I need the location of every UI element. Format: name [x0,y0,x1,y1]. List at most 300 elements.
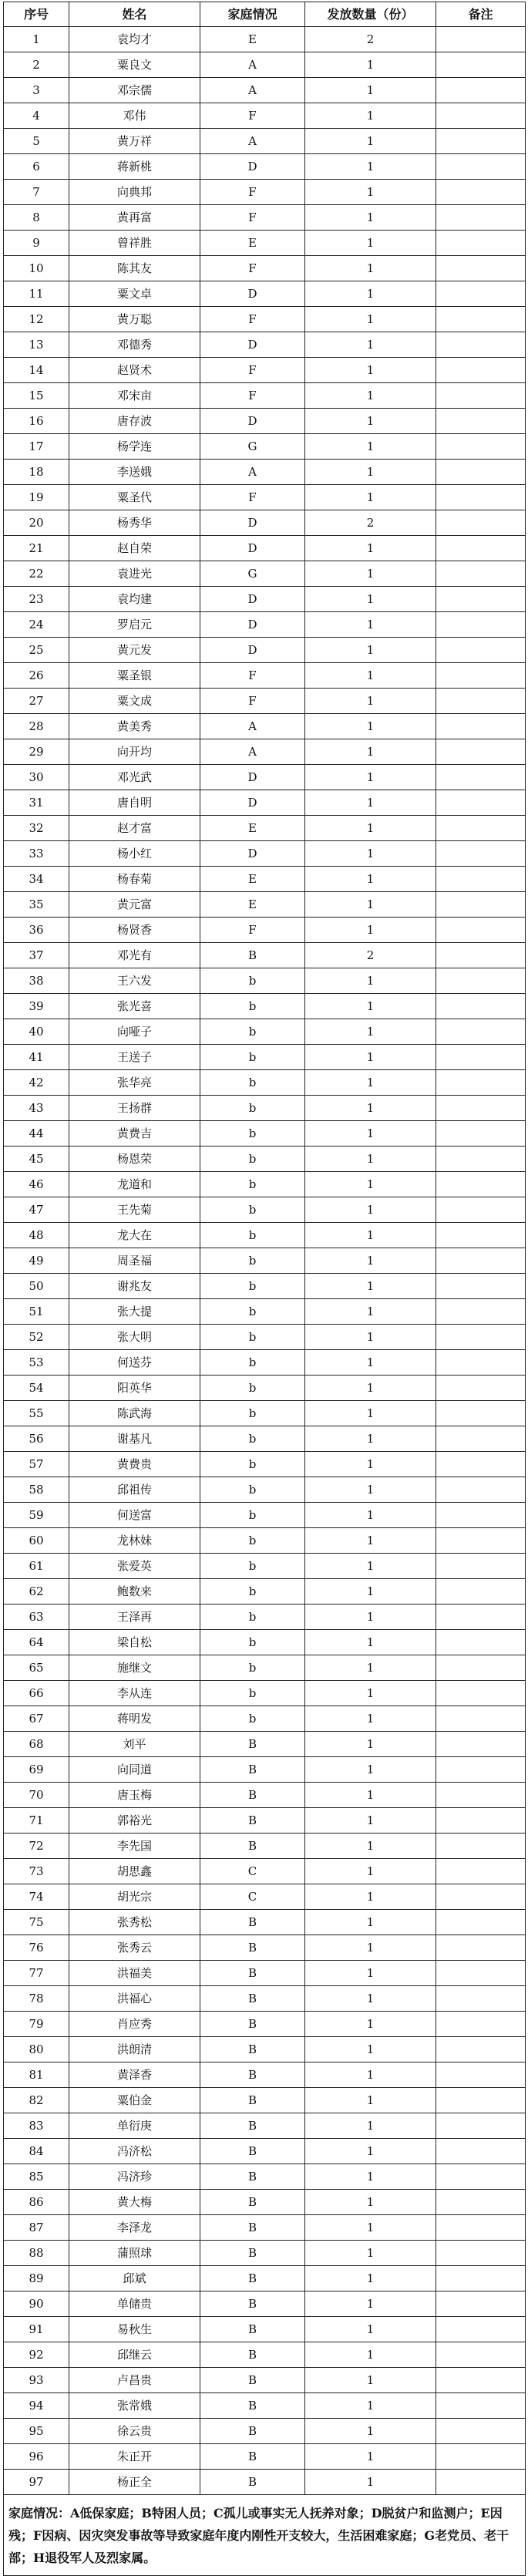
table-row [4,129,526,154]
cell-family-status: b [200,1706,305,1732]
cell-family-status: B [200,1834,305,1859]
cell-family-status: b [200,968,305,994]
cell-remark [436,1197,526,1223]
cell-family-status: B [200,2139,305,2164]
cell-family-status: B [200,2470,305,2495]
cell-remark [436,943,526,968]
cell-family-status: B [200,1935,305,1961]
cell-name: 粟文卓 [69,281,200,307]
table-row [4,1096,526,1121]
cell-name: 粟圣银 [69,663,200,689]
cell-family-status: D [200,638,305,663]
cell-remark [436,1579,526,1605]
cell-quantity: 1 [305,1426,436,1452]
cell-quantity: 1 [305,2037,436,2062]
table-row [4,1426,526,1452]
cell-name: 唐存波 [69,409,200,434]
cell-quantity: 1 [305,2190,436,2215]
cell-quantity: 1 [305,2241,436,2266]
cell-family-status: G [200,434,305,460]
cell-name: 赵贤术 [69,358,200,383]
cell-quantity: 1 [305,1350,436,1376]
cell-quantity: 1 [305,1935,436,1961]
cell-family-status: b [200,1503,305,1528]
cell-family-status: B [200,2241,305,2266]
cell-quantity: 1 [305,1528,436,1554]
cell-remark [436,841,526,867]
cell-quantity: 1 [305,205,436,231]
cell-name: 邓光武 [69,765,200,790]
cell-family-status: B [200,2037,305,2062]
cell-quantity: 1 [305,790,436,816]
cell-family-status: F [200,383,305,409]
cell-family-status: b [200,1350,305,1376]
cell-name: 冯济松 [69,2139,200,2164]
cell-serial: 22 [4,561,69,587]
table-row [4,1986,526,2012]
cell-remark [436,2342,526,2368]
cell-remark [436,1325,526,1350]
cell-family-status: b [200,1045,305,1070]
table-row [4,1732,526,1757]
cell-family-status: E [200,892,305,918]
cell-family-status: A [200,52,305,78]
cell-serial: 81 [4,2062,69,2088]
cell-remark [436,1147,526,1172]
cell-serial: 78 [4,1986,69,2012]
family-status-legend: 家庭情况：A低保家庭；B特困人员；C孤儿或事实无人抚养对象；D脱贫户和监测户；E因残；F因病、因灾突发事故等导致家庭年度内刚性开支较大，生活困难家庭；G老党员、老干部；H退役军人及烈家属。 [4,2495,526,2576]
table-row [4,2393,526,2419]
cell-serial: 79 [4,2012,69,2037]
cell-family-status: F [200,205,305,231]
cell-name: 洪福心 [69,1986,200,2012]
cell-quantity: 1 [305,2342,436,2368]
cell-remark [436,790,526,816]
cell-name: 刘平 [69,1732,200,1757]
table-row [4,2139,526,2164]
cell-family-status: A [200,714,305,739]
table-row [4,510,526,536]
cell-name: 陈武海 [69,1401,200,1426]
cell-name: 肖应秀 [69,2012,200,2037]
cell-remark [436,281,526,307]
cell-remark [436,205,526,231]
cell-name: 李送娥 [69,460,200,485]
cell-remark [436,918,526,943]
cell-name: 王先菊 [69,1197,200,1223]
cell-quantity: 1 [305,1961,436,1986]
cell-quantity: 2 [305,27,436,52]
table-row [4,2266,526,2291]
cell-family-status: b [200,1528,305,1554]
table-row [4,256,526,281]
cell-remark [436,816,526,841]
cell-name: 洪福美 [69,1961,200,1986]
cell-serial: 48 [4,1223,69,1248]
cell-family-status: b [200,1630,305,1655]
cell-quantity: 1 [305,1757,436,1783]
cell-quantity: 1 [305,2444,436,2470]
cell-quantity: 1 [305,1045,436,1070]
cell-remark [436,1986,526,2012]
table-row [4,663,526,689]
cell-quantity: 1 [305,460,436,485]
cell-quantity: 1 [305,1834,436,1859]
table-row [4,2190,526,2215]
cell-name: 邱斌 [69,2266,200,2291]
cell-remark [436,1834,526,1859]
cell-quantity: 1 [305,307,436,332]
table-row [4,231,526,256]
cell-remark [436,1172,526,1197]
cell-family-status: B [200,2088,305,2113]
cell-remark [436,892,526,918]
cell-family-status: b [200,1019,305,1045]
cell-name: 李从连 [69,1681,200,1706]
cell-family-status: b [200,1605,305,1630]
cell-quantity: 1 [305,485,436,510]
cell-name: 邱祖传 [69,1477,200,1503]
cell-name: 胡思鑫 [69,1859,200,1884]
table-row [4,739,526,765]
cell-serial: 4 [4,103,69,129]
cell-family-status: D [200,332,305,358]
table-row [4,841,526,867]
table-row [4,1706,526,1732]
cell-family-status: b [200,1325,305,1350]
table-row [4,1299,526,1325]
cell-serial: 64 [4,1630,69,1655]
cell-remark [436,129,526,154]
cell-remark [436,256,526,281]
table-row [4,561,526,587]
cell-serial: 55 [4,1401,69,1426]
cell-quantity: 1 [305,2419,436,2444]
cell-remark [436,1248,526,1274]
cell-family-status: F [200,180,305,205]
table-row [4,790,526,816]
cell-family-status: B [200,2215,305,2241]
cell-family-status: D [200,510,305,536]
cell-name: 何送富 [69,1503,200,1528]
cell-quantity: 1 [305,129,436,154]
cell-serial: 1 [4,27,69,52]
cell-name: 卢昌贵 [69,2368,200,2393]
cell-family-status: F [200,358,305,383]
cell-quantity: 1 [305,1401,436,1426]
cell-serial: 25 [4,638,69,663]
cell-family-status: F [200,663,305,689]
table-row [4,1884,526,1910]
cell-quantity: 1 [305,892,436,918]
cell-name: 杨正全 [69,2470,200,2495]
cell-serial: 19 [4,485,69,510]
cell-remark [436,332,526,358]
cell-name: 黄元富 [69,892,200,918]
cell-family-status: E [200,867,305,892]
cell-quantity: 1 [305,2139,436,2164]
cell-serial: 71 [4,1808,69,1834]
table-row [4,2444,526,2470]
cell-serial: 10 [4,256,69,281]
cell-serial: 87 [4,2215,69,2241]
cell-quantity: 1 [305,816,436,841]
cell-remark [436,1910,526,1935]
table-row [4,205,526,231]
table-row [4,1274,526,1299]
cell-family-status: b [200,1452,305,1477]
cell-serial: 66 [4,1681,69,1706]
table-row [4,1935,526,1961]
cell-quantity: 1 [305,1910,436,1935]
cell-family-status: F [200,307,305,332]
cell-name: 曾祥胜 [69,231,200,256]
cell-serial: 91 [4,2317,69,2342]
cell-name: 粟良文 [69,52,200,78]
cell-quantity: 1 [305,180,436,205]
cell-serial: 76 [4,1935,69,1961]
cell-family-status: C [200,1884,305,1910]
cell-remark [436,1019,526,1045]
cell-quantity: 1 [305,1579,436,1605]
cell-remark [436,1426,526,1452]
table-row [4,154,526,180]
cell-name: 杨小红 [69,841,200,867]
cell-quantity: 1 [305,714,436,739]
cell-serial: 60 [4,1528,69,1554]
cell-remark [436,27,526,52]
cell-serial: 45 [4,1147,69,1172]
cell-serial: 83 [4,2113,69,2139]
cell-remark [436,561,526,587]
cell-quantity: 1 [305,1147,436,1172]
table-row [4,2317,526,2342]
cell-serial: 62 [4,1579,69,1605]
cell-serial: 51 [4,1299,69,1325]
cell-family-status: B [200,2291,305,2317]
cell-family-status: b [200,1579,305,1605]
cell-quantity: 1 [305,536,436,561]
cell-family-status: b [200,1299,305,1325]
table-row [4,1503,526,1528]
cell-family-status: B [200,2393,305,2419]
cell-serial: 75 [4,1910,69,1935]
cell-remark [436,1630,526,1655]
cell-family-status: b [200,1554,305,1579]
cell-quantity: 1 [305,918,436,943]
table-row [4,409,526,434]
table-row [4,943,526,968]
cell-serial: 53 [4,1350,69,1376]
cell-remark [436,587,526,612]
cell-serial: 16 [4,409,69,434]
table-row [4,612,526,638]
table-row [4,1681,526,1706]
cell-quantity: 1 [305,1325,436,1350]
cell-family-status: D [200,536,305,561]
cell-name: 黄元发 [69,638,200,663]
cell-remark [436,1401,526,1426]
cell-remark [436,1783,526,1808]
cell-quantity: 1 [305,2470,436,2495]
cell-family-status: F [200,485,305,510]
cell-name: 向哑子 [69,1019,200,1045]
cell-name: 向开均 [69,739,200,765]
cell-remark [436,1706,526,1732]
cell-family-status: b [200,1274,305,1299]
cell-remark [436,536,526,561]
cell-quantity: 1 [305,332,436,358]
cell-name: 蒋明发 [69,1706,200,1732]
cell-name: 张秀云 [69,1935,200,1961]
cell-name: 粟伯金 [69,2088,200,2113]
cell-serial: 32 [4,816,69,841]
cell-name: 杨秀华 [69,510,200,536]
cell-remark [436,689,526,714]
cell-family-status: b [200,1401,305,1426]
cell-remark [436,1452,526,1477]
cell-name: 邓宗儒 [69,78,200,103]
cell-quantity: 1 [305,1706,436,1732]
table-row [4,434,526,460]
cell-name: 张华亮 [69,1070,200,1096]
cell-name: 黄费贵 [69,1452,200,1477]
cell-remark [436,1884,526,1910]
cell-serial: 88 [4,2241,69,2266]
cell-remark [436,1070,526,1096]
cell-quantity: 1 [305,383,436,409]
table-row [4,78,526,103]
table-row [4,1172,526,1197]
cell-remark [436,638,526,663]
cell-quantity: 1 [305,1019,436,1045]
cell-name: 邓德秀 [69,332,200,358]
table-row [4,1783,526,1808]
cell-remark [436,180,526,205]
cell-name: 龙大在 [69,1223,200,1248]
header-name: 姓名 [69,2,200,27]
table-row [4,27,526,52]
cell-quantity: 1 [305,78,436,103]
cell-name: 黄万聪 [69,307,200,332]
cell-quantity: 1 [305,1223,436,1248]
table-row [4,1808,526,1834]
cell-remark [436,2241,526,2266]
table-row [4,180,526,205]
cell-name: 何送芬 [69,1350,200,1376]
cell-family-status: b [200,1197,305,1223]
cell-remark [436,2190,526,2215]
cell-name: 施继文 [69,1655,200,1681]
cell-serial: 5 [4,129,69,154]
cell-quantity: 1 [305,2317,436,2342]
cell-name: 蒋新桃 [69,154,200,180]
cell-serial: 92 [4,2342,69,2368]
cell-serial: 11 [4,281,69,307]
table-row [4,968,526,994]
cell-serial: 84 [4,2139,69,2164]
table-row [4,1528,526,1554]
cell-name: 张秀松 [69,1910,200,1935]
cell-remark [436,231,526,256]
cell-name: 易秋生 [69,2317,200,2342]
cell-name: 赵自荣 [69,536,200,561]
cell-quantity: 1 [305,281,436,307]
cell-name: 赵才富 [69,816,200,841]
cell-remark [436,1655,526,1681]
cell-quantity: 1 [305,1248,436,1274]
cell-remark [436,2317,526,2342]
table-row [4,103,526,129]
table-row [4,1630,526,1655]
cell-family-status: B [200,1732,305,1757]
cell-family-status: b [200,1121,305,1147]
cell-quantity: 1 [305,1121,436,1147]
cell-serial: 6 [4,154,69,180]
cell-remark [436,78,526,103]
table-row [4,1197,526,1223]
cell-serial: 97 [4,2470,69,2495]
cell-quantity: 1 [305,1605,436,1630]
table-row [4,1147,526,1172]
cell-quantity: 1 [305,1884,436,1910]
cell-family-status: B [200,1808,305,1834]
cell-family-status: E [200,231,305,256]
cell-serial: 23 [4,587,69,612]
table-row [4,2037,526,2062]
cell-serial: 41 [4,1045,69,1070]
cell-remark [436,358,526,383]
cell-quantity: 1 [305,409,436,434]
cell-name: 黄美秀 [69,714,200,739]
cell-serial: 28 [4,714,69,739]
cell-family-status: F [200,103,305,129]
cell-family-status: D [200,409,305,434]
table-row [4,2088,526,2113]
table-row [4,1655,526,1681]
cell-family-status: F [200,689,305,714]
table-row [4,1019,526,1045]
cell-serial: 35 [4,892,69,918]
cell-remark [436,1045,526,1070]
cell-name: 鲍数来 [69,1579,200,1605]
table-row [4,2164,526,2190]
table-row [4,1605,526,1630]
cell-quantity: 1 [305,1299,436,1325]
cell-name: 龙道和 [69,1172,200,1197]
table-row [4,892,526,918]
cell-serial: 90 [4,2291,69,2317]
cell-remark [436,409,526,434]
cell-quantity: 1 [305,1859,436,1884]
cell-family-status: B [200,2342,305,2368]
cell-remark [436,1605,526,1630]
cell-family-status: D [200,154,305,180]
cell-name: 阳英华 [69,1376,200,1401]
cell-family-status: D [200,765,305,790]
cell-remark [436,1096,526,1121]
cell-family-status: B [200,2266,305,2291]
cell-serial: 59 [4,1503,69,1528]
cell-remark [436,2368,526,2393]
cell-serial: 93 [4,2368,69,2393]
cell-serial: 24 [4,612,69,638]
cell-family-status: F [200,918,305,943]
cell-name: 袁均才 [69,27,200,52]
cell-name: 谢基凡 [69,1426,200,1452]
cell-serial: 17 [4,434,69,460]
cell-family-status: B [200,2062,305,2088]
